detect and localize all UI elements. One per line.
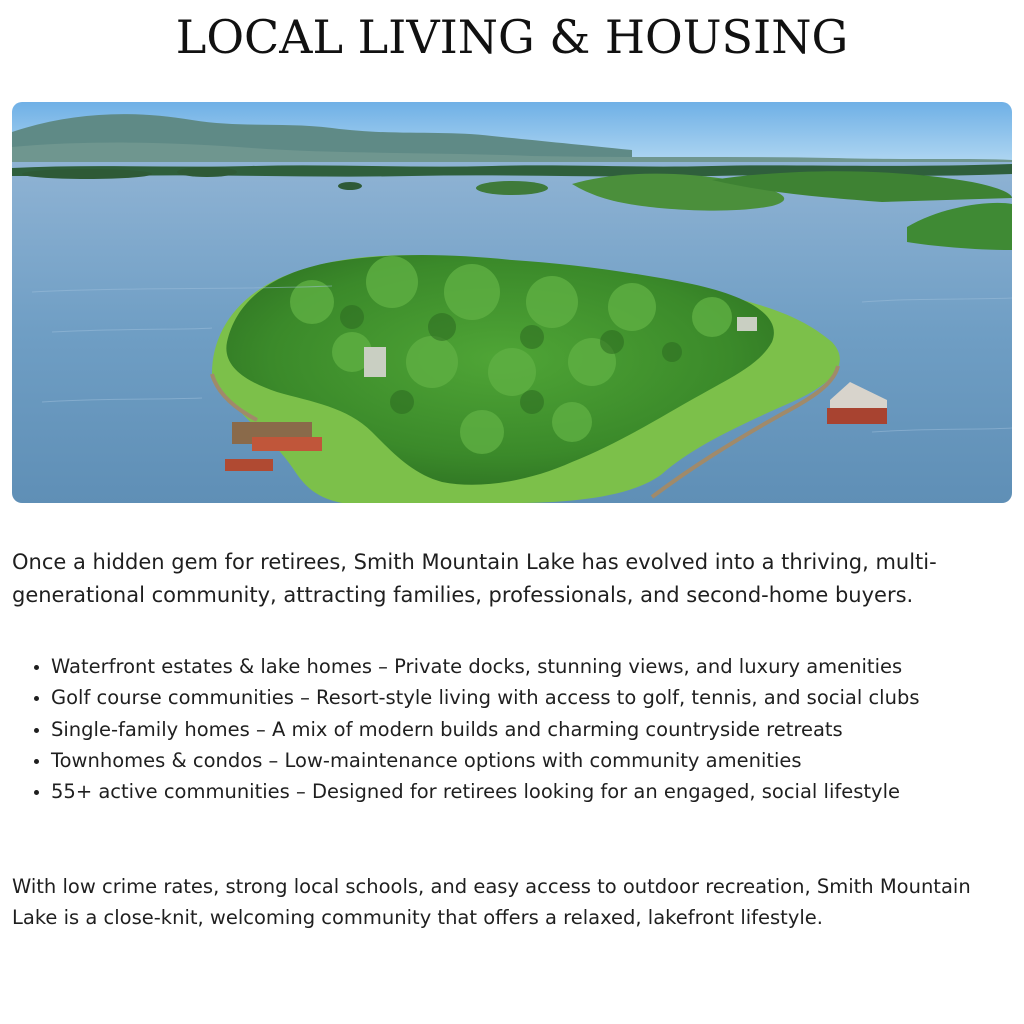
list-item: • Townhomes & condos – Low-maintenance options with community amenities — [51, 745, 1024, 776]
list-item: • Waterfront estates & lake homes – Private docks, stunning views, and luxury amenities — [51, 651, 1024, 682]
hero-image — [12, 102, 1012, 503]
list-item: • Golf course communities – Resort-style living with access to golf, tennis, and social clubs — [51, 682, 1024, 713]
list-item: • Single-family homes – A mix of modern builds and charming countryside retreats — [51, 714, 1024, 745]
intro-paragraph: Once a hidden gem for retirees, Smith Mountain Lake has evolved into a thriving, multi-generational community, attracting families, professionals, and second-home buyers. — [12, 550, 937, 607]
housing-options-list — [12, 651, 1024, 807]
page-title: LOCAL LIVING & HOUSING — [175, 10, 849, 64]
closing-paragraph: With low crime rates, strong local schools, and easy access to outdoor recreation, Smith Mountain Lake is a close-knit, welcoming community that offers a relaxed, lakefront lifestyle. — [12, 875, 971, 929]
lake-island-aerial-photo-icon — [12, 102, 1012, 503]
list-item: • 55+ active communities – Designed for retirees looking for an engaged, social lifestyle — [51, 776, 1024, 807]
